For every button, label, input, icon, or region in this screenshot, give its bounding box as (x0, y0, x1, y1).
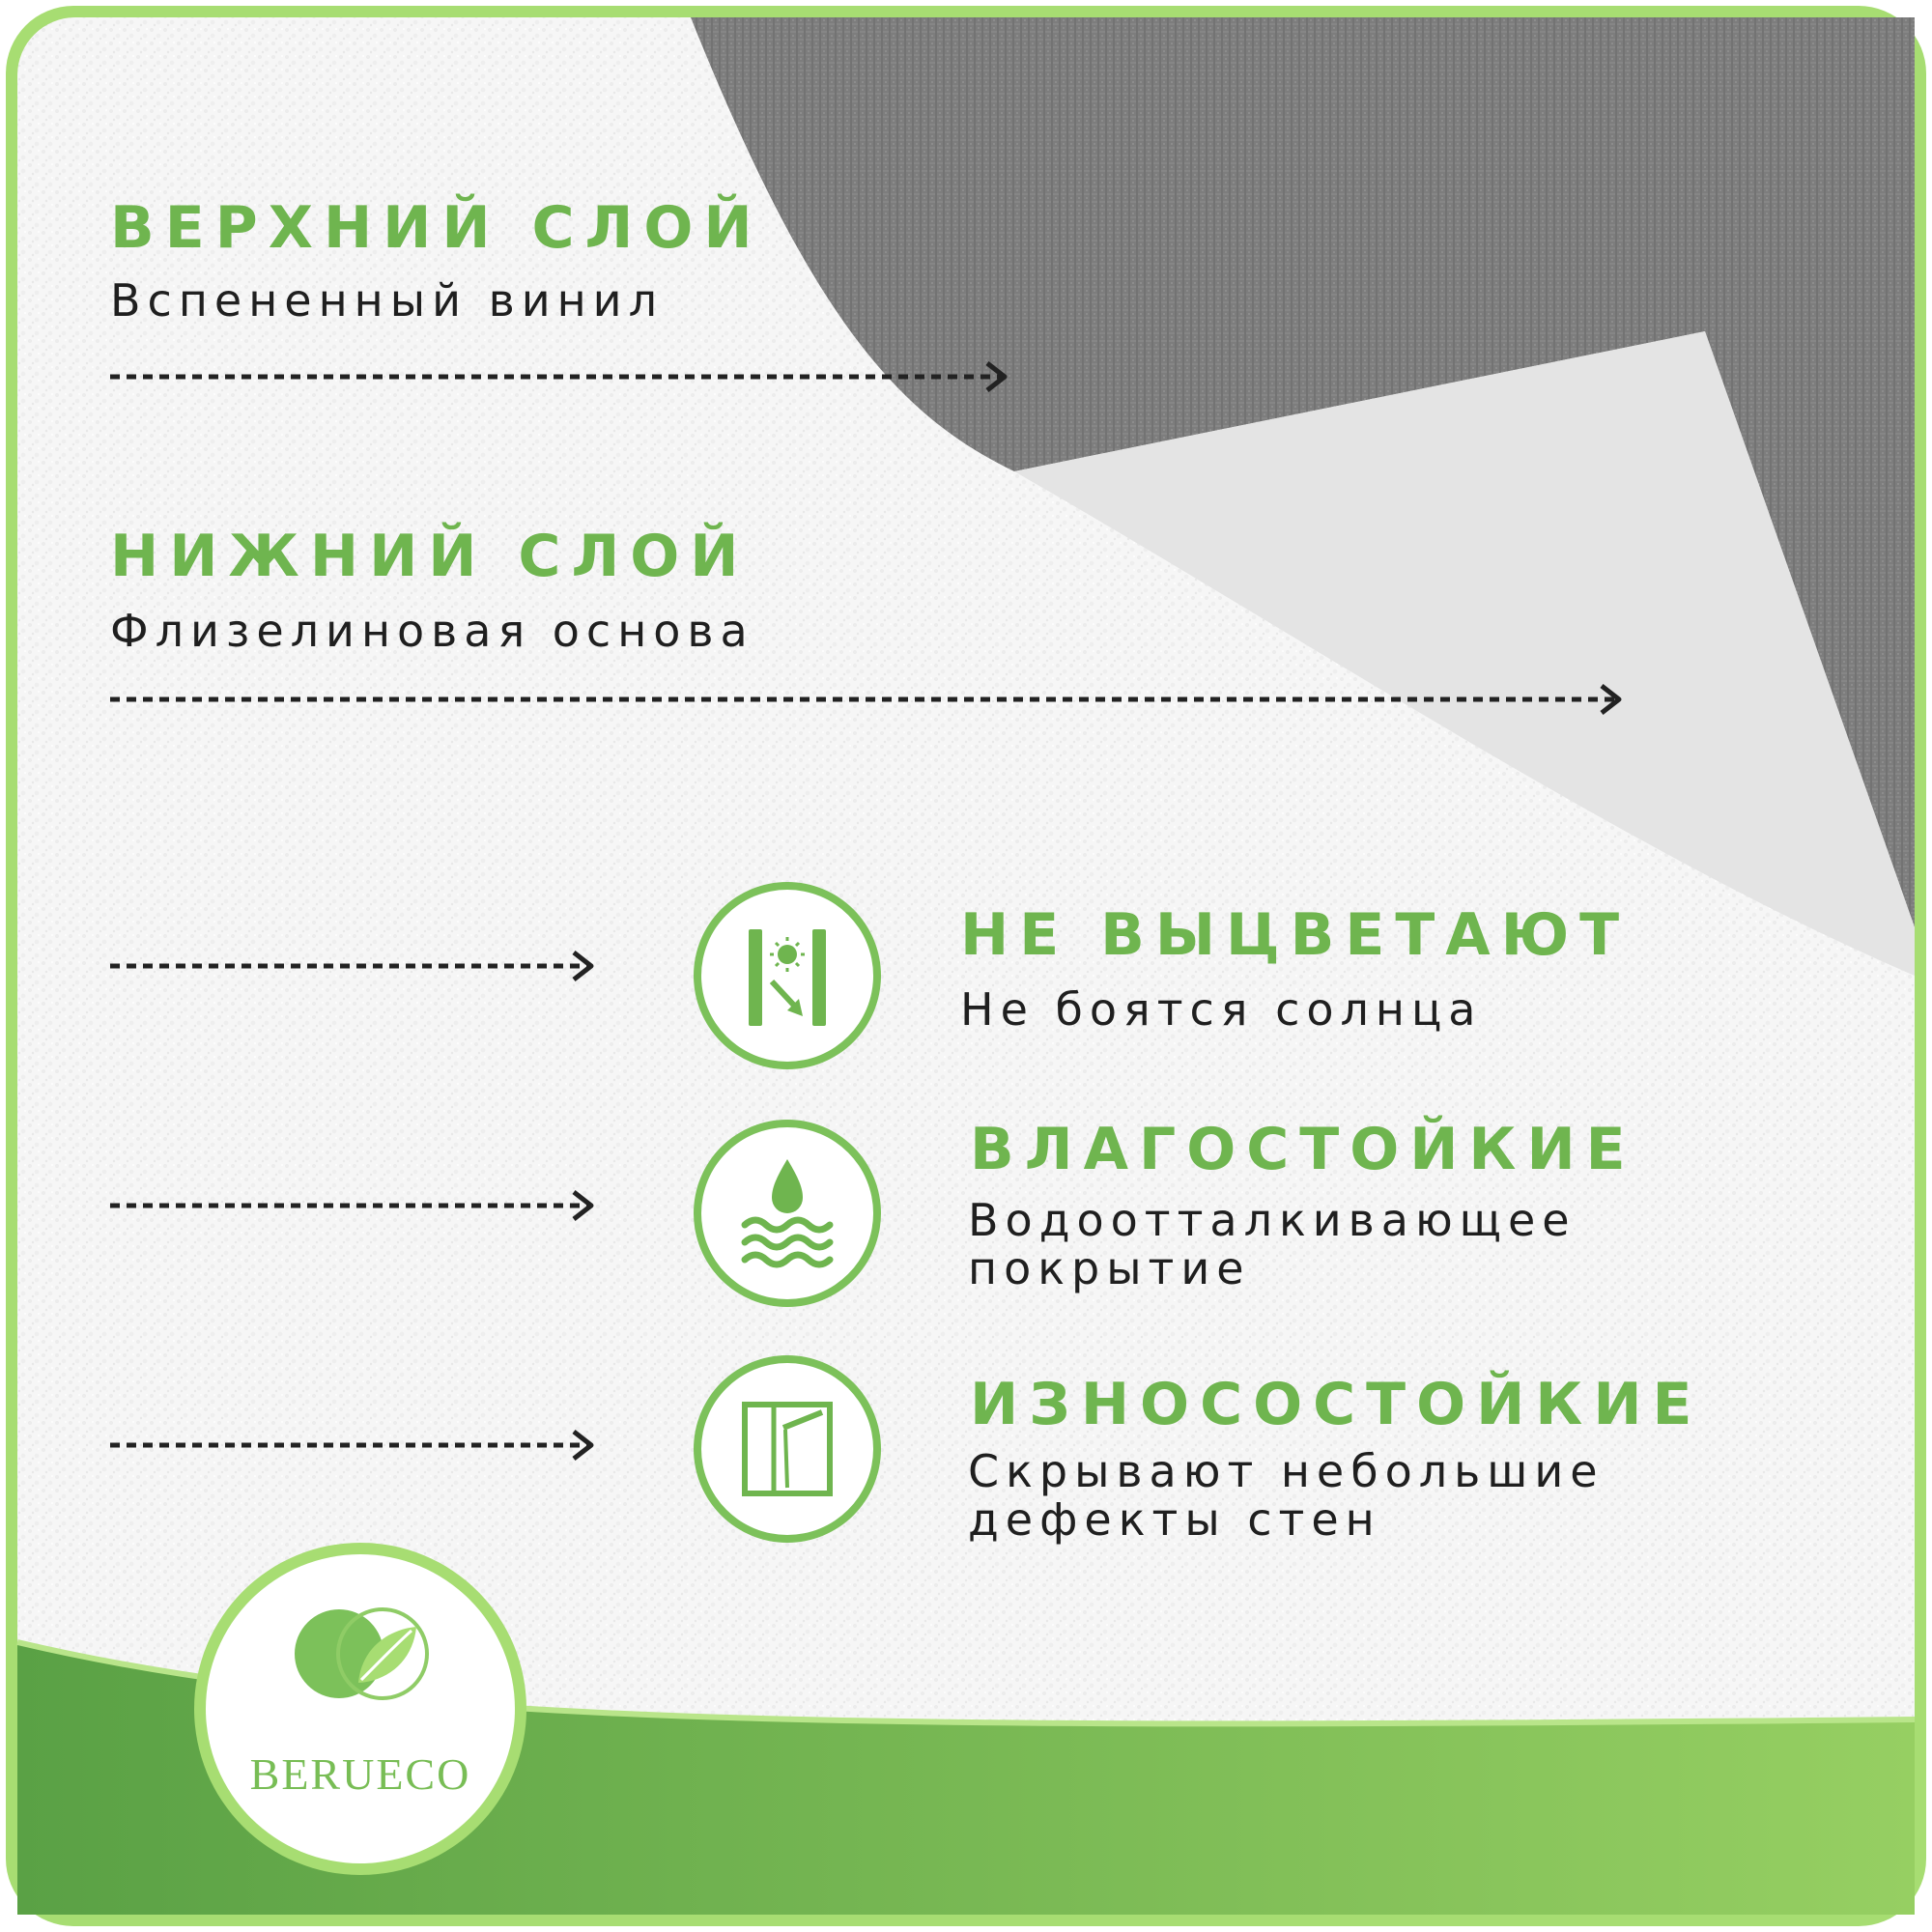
brand-logo (189, 1538, 531, 1880)
top-layer-title: ВЕРХНИЙ СЛОЙ (110, 194, 763, 262)
bottom-layer-subtitle: Флизелиновая основа (110, 605, 754, 657)
feature-desc-water-line-2: покрытие (968, 1242, 1251, 1294)
feature-arrow-wear (106, 1424, 601, 1466)
feature-arrow-water (106, 1184, 601, 1227)
feature-desc-water (968, 1196, 1577, 1293)
sun-fade-icon (691, 879, 884, 1072)
feature-desc-sun: Не боятся солнца (960, 983, 1483, 1036)
bottom-layer-title: НИЖНИЙ СЛОЙ (110, 523, 750, 590)
feature-desc-wear-line-2: дефекты стен (968, 1493, 1381, 1546)
feature-desc-wear (968, 1447, 1605, 1544)
top-layer-arrow (106, 355, 1014, 398)
feature-desc-water-line-1: Водоотталкивающее (968, 1194, 1577, 1246)
feature-title-wear: ИЗНОСОСТОЙКИЕ (970, 1371, 1703, 1438)
feature-desc-wear-line-1: Скрывают небольшие (968, 1445, 1605, 1497)
brand-name: BERUECO (249, 1749, 471, 1799)
feature-title-water: ВЛАГОСТОЙКИЕ (970, 1116, 1636, 1183)
feature-title-sun: НЕ ВЫЦВЕТАЮТ (960, 901, 1631, 969)
top-layer-subtitle: Вспененный винил (110, 274, 664, 327)
leaf-logo-icon (189, 1538, 531, 1880)
bottom-layer-arrow (106, 678, 1629, 721)
wall-panel-icon (691, 1352, 884, 1546)
water-drop-icon (691, 1117, 884, 1310)
feature-arrow-sun (106, 945, 601, 987)
